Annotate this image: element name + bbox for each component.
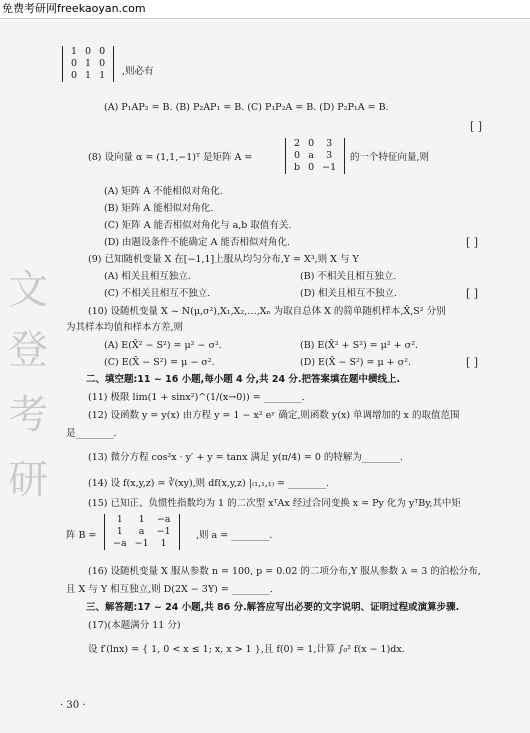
q7-after-matrix: ,则必有 [122, 66, 154, 77]
q7-matrix [62, 46, 114, 82]
matrix-cell: 0 [99, 46, 106, 57]
matrix-cell: 3 [326, 138, 333, 149]
matrix-cell: −1 [156, 526, 171, 537]
section-solve-heading: 三、解答题:17 ~ 24 小题,共 86 分.解答应写出必要的文字说明、证明过程或演算步骤. [86, 602, 460, 613]
q13-text: (13) 微分方程 cos²x · y′ + y = tanx 满足 y(π/4) = 0 的特解为________. [88, 452, 403, 463]
q9-option-b: (B) 不相关且相互独立. [300, 271, 397, 282]
q17-text: 设 f′(lnx) = { 1, 0 < x ≤ 1; x, x > 1 },且 f(0) = 1,计算 ∫₀² f(x − 1)dx. [88, 644, 405, 655]
matrix-cell: 0 [99, 58, 106, 69]
matrix-cell: 1 [116, 526, 123, 537]
matrix-cell: 0 [85, 46, 92, 57]
q15-prefix: 阵 B = [66, 530, 97, 541]
matrix-cell: 0 [308, 138, 315, 149]
q9-option-a: (A) 相关且相互独立. [104, 271, 191, 282]
matrix-cell: 1 [160, 538, 167, 549]
matrix-cell: a [308, 150, 314, 161]
matrix-cell: 1 [85, 58, 92, 69]
section-fill-in-heading: 二、填空题:11 ~ 16 小题,每小题 4 分,共 24 分.把答案填在题中横线上. [86, 374, 401, 385]
q9-option-d: (D) 相关且相互不独立. [300, 288, 398, 299]
q8-option-d: (D) 由题设条件不能确定 A 能否相似对角化. [104, 237, 290, 248]
matrix-cell: 1 [116, 514, 123, 525]
matrix-cell: −a [156, 514, 171, 525]
q14-text: (14) 设 f(x,y,z) = ∛(xy),则 df(x,y,z) |₍₁,₁,₁₎ = ________. [88, 478, 330, 489]
q10-stem-cont: 为其样本均值和样本方差,则 [66, 322, 184, 333]
matrix-cell: 3 [326, 150, 333, 161]
answer-bracket: [ ] [466, 356, 479, 369]
matrix-cell: 1 [71, 46, 78, 57]
q8-option-c: (C) 矩阵 A 能否相似对角化与 a,b 取值有关. [104, 220, 292, 231]
q8-stem: (8) 设向量 α = (1,1,−1)ᵀ 是矩阵 A = [88, 152, 253, 163]
matrix-cell: −a [113, 538, 127, 549]
watermark-char: 考 [8, 392, 48, 438]
q10-stem: (10) 设随机变量 X ~ N(μ,σ²),X₁,X₂,…,Xₙ 为取自总体 X 的简单随机样本,X̄,S² 分别 [88, 306, 446, 317]
matrix-cell: 0 [308, 162, 315, 173]
matrix-cell: 1 [99, 70, 106, 81]
matrix-cell: b [294, 162, 301, 173]
q10-option-d: (D) E(X̄ − S²) = μ + σ². [300, 357, 411, 368]
watermark-char: 研 [8, 457, 48, 503]
q10-option-a: (A) E(X̄² − S²) = μ² − σ². [104, 340, 222, 351]
answer-bracket: [ ] [466, 287, 479, 300]
matrix-cell: −1 [322, 162, 337, 173]
matrix-cell: 1 [85, 70, 92, 81]
matrix-cell: −1 [134, 538, 149, 549]
q8-matrix [285, 138, 345, 174]
q16-text: (16) 设随机变量 X 服从参数 n = 100, p = 0.02 的二项分布,Y 服从参数 λ = 3 的泊松分布, [88, 566, 481, 577]
q10-option-c: (C) E(X̄ − S²) = μ − σ². [104, 357, 215, 368]
answer-bracket: [ ] [466, 236, 479, 249]
matrix-cell: a [138, 526, 145, 537]
q7-options: (A) P₁AP₂ = B. (B) P₂AP₁ = B. (C) P₁P₂A = B. (D) P₂P₁A = B. [104, 102, 389, 113]
matrix-cell: 2 [294, 138, 301, 149]
answer-bracket: [ ] [470, 120, 483, 133]
watermark-char: 登 [8, 327, 48, 373]
page-number: · 30 · [60, 700, 86, 711]
q8-option-b: (B) 矩阵 A 能相似对角化. [104, 203, 214, 214]
q8-stem-end: 的一个特征向量,则 [350, 152, 430, 163]
q12-text: (12) 设函数 y = y(x) 由方程 y = 1 − x² eʸ 确定,则函数 y(x) 单调增加的 x 的取值范围 [88, 410, 460, 421]
q11-text: (11) 极限 lim(1 + sinx²)^(1/(x→0)) = ________. [88, 392, 305, 403]
q12-text-cont: 是________. [66, 428, 117, 439]
q15-text: (15) 已知正、负惯性指数均为 1 的二次型 xᵀAx 经过合同变换 x = Py 化为 yᵀBy,其中矩 [88, 498, 461, 509]
q9-stem: (9) 已知随机变量 X 在[−1,1]上服从均匀分布,Y = X³,则 X 与 Y [88, 254, 359, 265]
matrix-cell: 0 [71, 58, 78, 69]
q10-option-b: (B) E(X̄² + S²) = μ² + σ². [300, 340, 418, 351]
q9-option-c: (C) 不相关且相互不独立. [104, 288, 211, 299]
matrix-cell: 0 [294, 150, 301, 161]
site-header[interactable]: 免费考研网freekaoyan.com [0, 0, 530, 19]
q16-text-cont: 且 X 与 Y 相互独立,则 D(2X − 3Y) = ________. [66, 584, 273, 595]
q15-suffix: ,则 a = ________. [196, 530, 273, 541]
q17-heading: (17)(本题满分 11 分) [88, 620, 181, 631]
q15-matrix [104, 514, 180, 550]
q8-option-a: (A) 矩阵 A 不能相似对角化. [104, 186, 223, 197]
watermark-char: 文 [8, 267, 48, 313]
matrix-cell: 1 [138, 514, 145, 525]
matrix-cell: 0 [71, 70, 78, 81]
